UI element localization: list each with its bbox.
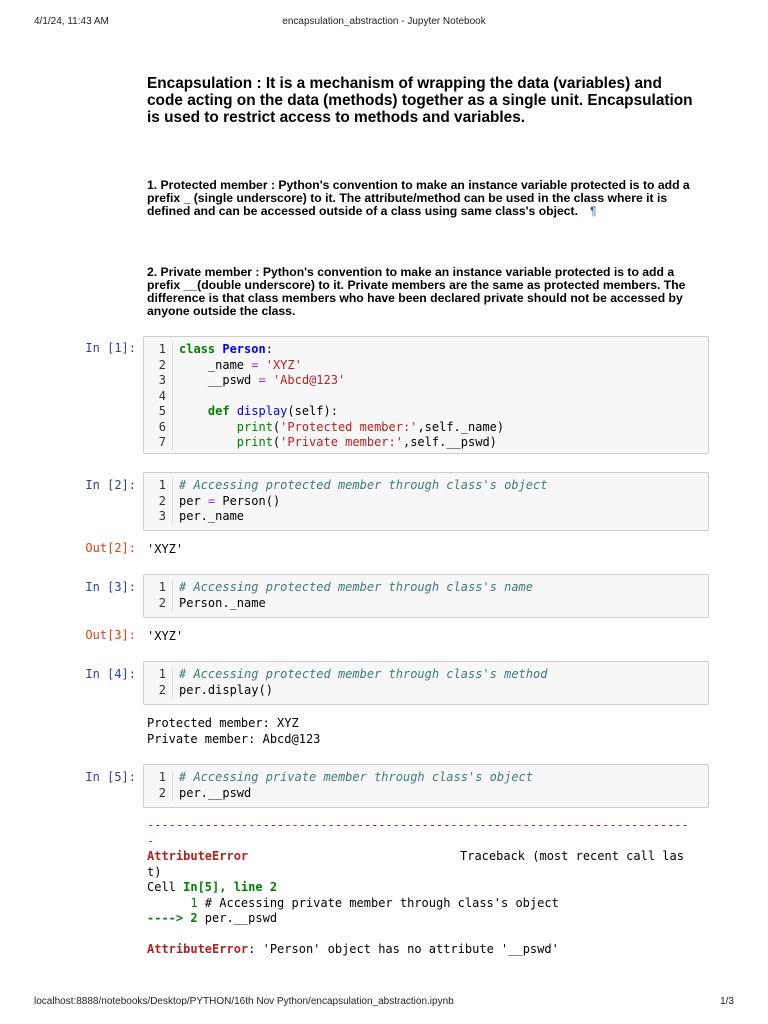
code-line: # Accessing protected member through class's name bbox=[179, 580, 534, 594]
print-datetime: 4/1/24, 11:43 AM bbox=[34, 16, 109, 27]
code-line bbox=[173, 389, 179, 405]
pilcrow-anchor-link[interactable]: ¶ bbox=[589, 204, 597, 218]
error-name: AttributeError bbox=[147, 849, 249, 863]
line-number: 1 bbox=[144, 770, 173, 786]
markdown-private-member: 2. Private member : Python's convention to make an instance variable protected is to add a prefix __(double underscore) to it. Private members are the same as protected members. The difference is that class members who have been declared private should not be accessed by anyone outside the class. bbox=[147, 265, 686, 318]
code-line: # Accessing protected member through class's object bbox=[179, 478, 548, 492]
line-number: 3 bbox=[144, 373, 173, 389]
traceback-arrow: ----> 2 bbox=[147, 911, 205, 925]
code-line: per.display() bbox=[179, 682, 273, 697]
print-page-number: 1/3 bbox=[720, 996, 734, 1007]
code-cell-5[interactable] bbox=[143, 764, 709, 808]
traceback-output: --------------------------------------------------------------------------- - AttributeError Traceback (most recent call las t) Cell In[5], line 2 1 # Accessing private member through class's object ----> 2 per.__pswd AttributeError: 'Person' object has no attribute '__pswd' bbox=[147, 818, 707, 958]
input-prompt: In [2]: bbox=[85, 478, 136, 492]
line-number: 6 bbox=[144, 420, 173, 436]
line-number: 4 bbox=[144, 389, 173, 405]
code-cell-2[interactable] bbox=[143, 472, 709, 531]
traceback-code: # Accessing private member through class's object bbox=[204, 895, 559, 910]
code-line: per = Person() bbox=[179, 493, 281, 508]
code-cell-4[interactable] bbox=[143, 661, 709, 705]
cell-word: Cell bbox=[147, 880, 184, 894]
line-number: 3 bbox=[144, 509, 173, 525]
code-line: __pswd = 'Abcd@123' bbox=[179, 373, 346, 387]
stdout-line: Protected member: XYZ bbox=[147, 716, 299, 730]
output-prompt: Out[2]: bbox=[85, 541, 136, 555]
error-name: AttributeError bbox=[147, 942, 249, 956]
output-prompt: Out[3]: bbox=[85, 628, 136, 642]
traceback-label: Traceback (most recent call las bbox=[460, 849, 684, 863]
line-number: 1 bbox=[144, 478, 173, 494]
input-prompt: In [3]: bbox=[85, 580, 136, 594]
markdown-text: 1. Protected member : Python's convention to make an instance variable protected is to add a prefix _ (single underscore) to it. The attribute/method can be used in the class where it is defined and can be accessed outside of a class using same class's object. bbox=[147, 178, 690, 218]
line-number: 2 bbox=[144, 358, 173, 374]
error-message: : 'Person' object has no attribute '__pswd' bbox=[248, 942, 559, 956]
code-line: _name = 'XYZ' bbox=[179, 357, 302, 372]
code-line: Person._name bbox=[179, 595, 266, 610]
line-number: 1 bbox=[144, 342, 173, 358]
line-number: 2 bbox=[144, 596, 173, 612]
stdout-line: Private member: Abcd@123 bbox=[147, 732, 321, 746]
line-number: 1 bbox=[144, 667, 173, 683]
traceback-label-wrap: t) bbox=[147, 864, 162, 879]
traceback-code: per.__pswd bbox=[204, 911, 278, 925]
code-line: def display(self): bbox=[207, 404, 338, 418]
markdown-heading: Encapsulation : It is a mechanism of wrapping the data (variables) and code acting on the data (methods) together as a single unit. Encapsulation is used to restrict access to methods and variables. bbox=[147, 75, 693, 126]
print-page-title: encapsulation_abstraction - Jupyter Notebook bbox=[282, 16, 486, 27]
input-prompt: In [5]: bbox=[85, 770, 136, 784]
code-line: print('Private member:',self.__pswd) bbox=[236, 435, 497, 449]
code-line: # Accessing protected member through class's method bbox=[179, 667, 548, 681]
cell-stdout bbox=[147, 715, 320, 747]
code-line: per._name bbox=[179, 509, 245, 523]
line-number: 5 bbox=[144, 404, 173, 420]
line-number: 2 bbox=[144, 786, 173, 802]
code-cell-3[interactable] bbox=[143, 574, 709, 618]
line-number: 2 bbox=[144, 494, 173, 510]
code-line: per.__pswd bbox=[179, 785, 252, 800]
cell-output: 'XYZ' bbox=[147, 629, 184, 643]
line-number: 1 bbox=[144, 580, 173, 596]
code-line: print('Protected member:',self._name) bbox=[236, 419, 505, 434]
traceback-separator: --------------------------------------------------------------------------- bbox=[147, 818, 689, 832]
cell-reference: In[5], line 2 bbox=[183, 880, 278, 894]
input-prompt: In [4]: bbox=[85, 667, 136, 681]
traceback-line-number: 1 bbox=[147, 895, 205, 910]
input-prompt: In [1]: bbox=[85, 341, 136, 355]
markdown-protected-member bbox=[147, 179, 702, 218]
code-line: # Accessing private member through class's object bbox=[179, 770, 534, 784]
print-url: localhost:8888/notebooks/Desktop/PYTHON/16th Nov Python/encapsulation_abstraction.ipynb bbox=[34, 996, 454, 1007]
code-line: class Person: bbox=[179, 342, 273, 356]
code-cell-1[interactable] bbox=[143, 336, 709, 454]
line-number: 2 bbox=[144, 683, 173, 699]
cell-output: 'XYZ' bbox=[147, 542, 184, 556]
line-number: 7 bbox=[144, 435, 173, 451]
